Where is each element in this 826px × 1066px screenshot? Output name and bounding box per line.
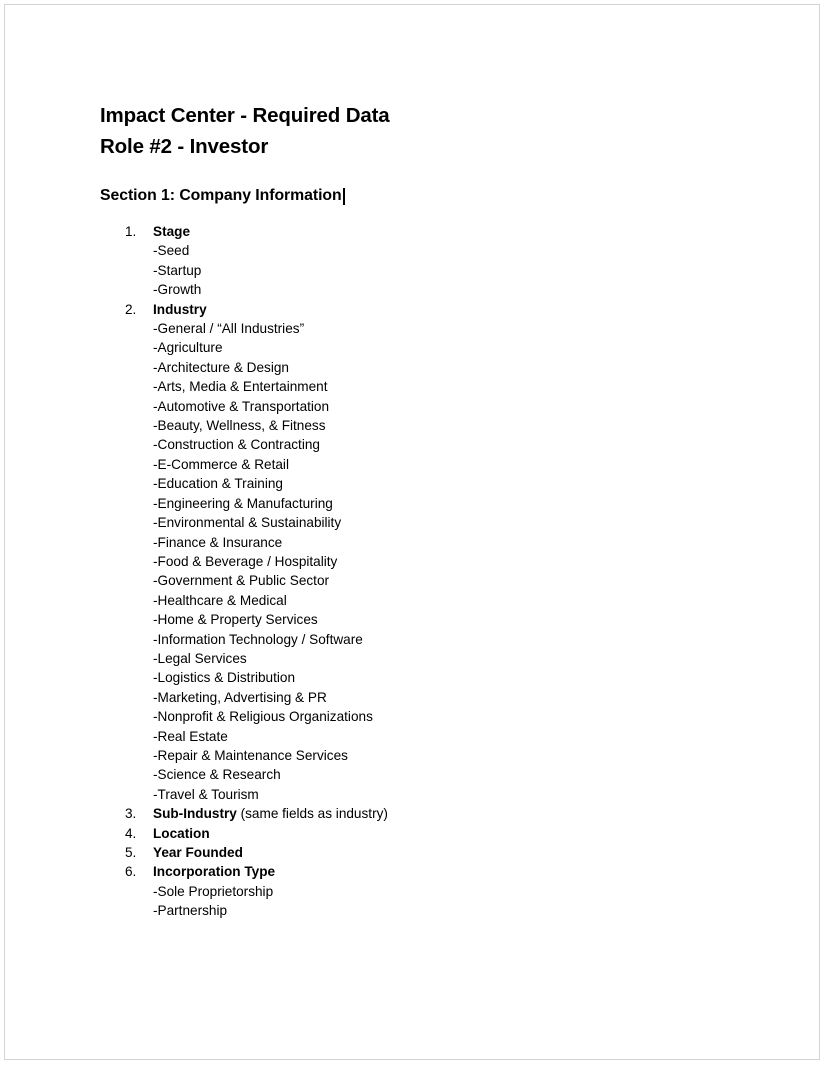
list-item-label: Stage: [153, 224, 191, 239]
list-item: [100, 222, 779, 300]
document-title-line-1: Impact Center - Required Data: [100, 104, 390, 127]
option-item: -Real Estate: [153, 728, 228, 744]
option-item: -Logistics & Distribution: [153, 670, 296, 686]
section-heading: [100, 185, 779, 207]
option-item: -Legal Services: [153, 650, 247, 666]
option-item: -Healthcare & Medical: [153, 592, 287, 608]
list-item-label: Sub-Industry: [153, 806, 237, 822]
option-item: -General / “All Industries”: [153, 321, 305, 337]
option-item: -E-Commerce & Retail: [153, 456, 289, 472]
section-heading-text: Section 1: Company Information: [100, 187, 342, 204]
option-item: -Government & Public Sector: [153, 573, 330, 589]
list-item: [100, 862, 779, 920]
option-item: -Growth: [153, 282, 202, 298]
option-item: -Agriculture: [153, 340, 223, 356]
list-item-heading: [153, 804, 779, 823]
list-item-label: Location: [153, 825, 210, 841]
list-item-label: Year Founded: [153, 845, 243, 860]
required-data-list: [100, 222, 779, 921]
list-item-number: 4.: [125, 825, 137, 841]
option-item: -Beauty, Wellness, & Fitness: [153, 418, 326, 434]
list-item: [100, 300, 779, 805]
option-item: -Travel & Tourism: [153, 786, 259, 802]
option-item: -Environmental & Sustainability: [153, 515, 342, 531]
list-item-number: 6.: [125, 864, 137, 880]
list-item-heading: [153, 824, 779, 843]
option-item: -Arts, Media & Entertainment: [153, 379, 328, 395]
option-item: -Seed: [153, 243, 190, 259]
list-item: [100, 824, 779, 843]
list-item-note: (same fields as industry): [236, 806, 388, 822]
list-item-label: Incorporation Type: [153, 864, 276, 880]
option-item: -Automotive & Transportation: [153, 398, 330, 414]
option-item: -Startup: [153, 262, 202, 278]
option-item: -Repair & Maintenance Services: [153, 747, 348, 763]
document-title: [100, 101, 779, 162]
option-item: -Partnership: [153, 903, 228, 919]
list-item: [100, 843, 779, 862]
document-body: [100, 101, 779, 921]
option-list: [153, 241, 779, 299]
list-item: [100, 804, 779, 823]
text-caret: [343, 188, 346, 205]
option-item: -Finance & Insurance: [153, 534, 283, 550]
list-item-number: 5.: [125, 845, 137, 860]
option-item: -Marketing, Advertising & PR: [153, 689, 327, 705]
list-item-heading: [153, 862, 779, 881]
list-item-label: Industry: [153, 301, 207, 317]
list-item-heading: [153, 300, 779, 319]
option-list: [153, 319, 779, 804]
option-item: -Engineering & Manufacturing: [153, 495, 333, 511]
list-item-heading: [153, 222, 779, 241]
document-page: [4, 4, 820, 1060]
option-item: -Architecture & Design: [153, 359, 289, 375]
option-item: -Sole Proprietorship: [153, 883, 274, 899]
option-item: -Home & Property Services: [153, 612, 318, 628]
option-item: -Education & Training: [153, 476, 283, 492]
option-list: [153, 882, 779, 921]
list-item-number: 2.: [125, 301, 137, 317]
option-item: -Information Technology / Software: [153, 631, 363, 647]
list-item-number: 3.: [125, 806, 137, 822]
option-item: -Construction & Contracting: [153, 437, 320, 453]
option-item: -Nonprofit & Religious Organizations: [153, 709, 373, 725]
document-title-line-2: Role #2 - Investor: [100, 134, 269, 158]
option-item: -Food & Beverage / Hospitality: [153, 553, 338, 569]
option-item: -Science & Research: [153, 767, 281, 783]
list-item-heading: [153, 843, 779, 862]
list-item-number: 1.: [125, 224, 137, 239]
